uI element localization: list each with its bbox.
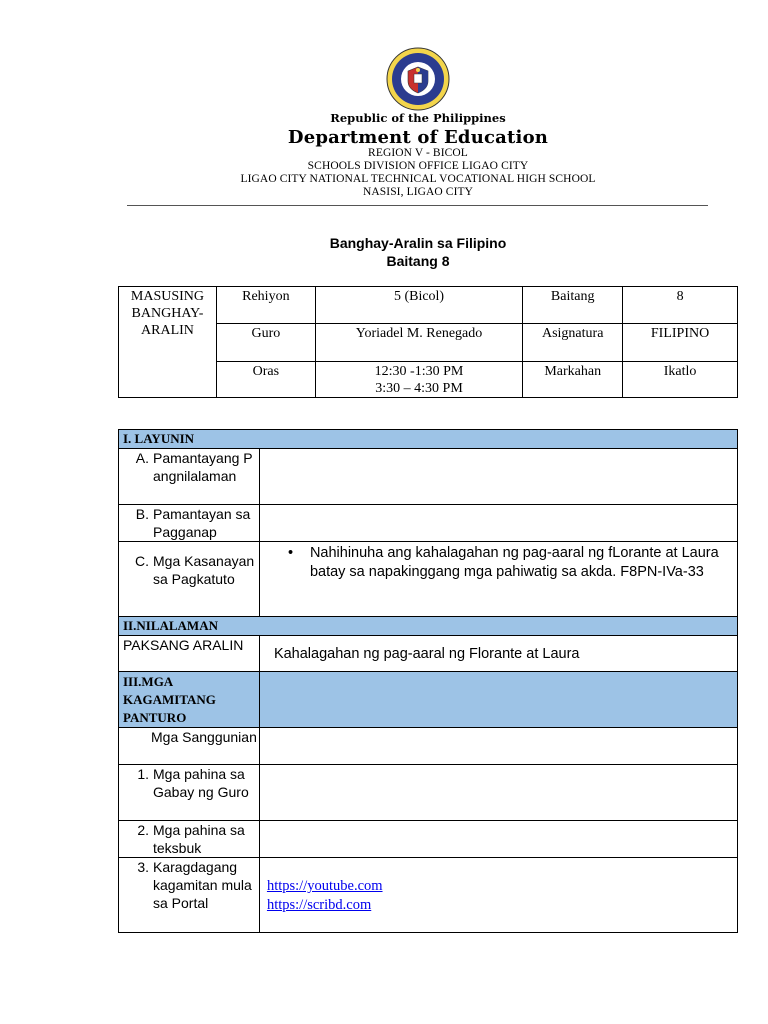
item-number: C.	[135, 553, 149, 569]
department-heading: Department of Education	[287, 127, 549, 148]
learning-competency-text: Nahihinuha ang kahalagahan ng pag-aaral ng fLorante at Laura batay sa napakinggang mga pahiwatig sa akda. F8PN-IVa-33	[309, 545, 719, 580]
time-line-2: 3:30 – 4:30 PM	[375, 381, 463, 396]
info-value: 5 (Bicol)	[315, 287, 523, 324]
info-value-time	[315, 362, 523, 398]
reference-cell-2	[259, 821, 737, 858]
item-label: Mga pahina sa Gabay ng Guro	[153, 766, 249, 800]
section-layunin-header: I. LAYUNIN	[119, 430, 738, 449]
content-cell-b	[259, 505, 737, 542]
row-label-c	[119, 542, 260, 617]
school-line: LIGAO CITY NATIONAL TECHNICAL VOCATIONAL HIGH SCHOOL	[240, 173, 596, 185]
item-label: Mga pahina sa teksbuk	[153, 822, 245, 856]
info-value: Ikatlo	[623, 362, 738, 398]
reference-cell-1	[259, 765, 737, 821]
sanggunian-label	[119, 728, 260, 765]
header-divider	[127, 205, 708, 206]
republic-heading: Republic of the Philippines	[330, 111, 506, 125]
portal-links-cell	[259, 858, 737, 933]
reference-item-2	[119, 821, 260, 858]
item-label: Mga Kasanayan sa Pagkatuto	[153, 553, 255, 587]
sanggunian-text: Mga Sanggunian	[151, 729, 257, 745]
content-cell-a	[259, 449, 737, 505]
content-cell-c	[259, 542, 737, 617]
item-label: Pamantayan sa Pagganap	[153, 506, 251, 540]
time-line-1: 12:30 -1:30 PM	[374, 364, 464, 379]
info-label: Baitang	[523, 287, 623, 324]
region-line: REGION V - BICOL	[368, 147, 468, 159]
document-subtitle: Baitang 8	[386, 253, 450, 269]
item-number: A.	[135, 450, 149, 466]
bullet-icon: •	[287, 545, 294, 561]
info-label: Oras	[216, 362, 315, 398]
lesson-plan-table	[118, 429, 738, 933]
paksang-aralin-label: PAKSANG ARALIN	[119, 636, 260, 672]
plan-label: MASUSING BANGHAY-ARALIN	[130, 289, 205, 338]
item-label: Karagdagang kagamitan mula sa Portal	[153, 859, 252, 911]
info-table	[118, 286, 738, 398]
info-label: Guro	[216, 324, 315, 362]
info-value: Yoriadel M. Renegado	[315, 324, 523, 362]
item-number: 2.	[137, 822, 149, 838]
section-nilalaman-header: II.NILALAMAN	[119, 617, 738, 636]
paksang-aralin-value: Kahalagahan ng pag-aaral ng Florante at Laura	[259, 636, 737, 672]
plan-label-cell	[119, 287, 217, 398]
info-label: Asignatura	[523, 324, 623, 362]
section-kagamitan-header: III.MGA KAGAMITANG PANTURO	[119, 672, 260, 728]
row-label-b	[119, 505, 260, 542]
row-label-a	[119, 449, 260, 505]
address-line: NASISI, LIGAO CITY	[362, 186, 474, 198]
info-value: 8	[623, 287, 738, 324]
sanggunian-cell	[259, 728, 737, 765]
item-number: B.	[135, 506, 149, 522]
section-kagamitan-fill	[259, 672, 737, 728]
division-line: SCHOOLS DIVISION OFFICE LIGAO CITY	[307, 160, 529, 172]
reference-item-3	[119, 858, 260, 933]
item-number: 3.	[137, 859, 149, 875]
info-label: Markahan	[523, 362, 623, 398]
reference-item-1	[119, 765, 260, 821]
document-title: Banghay-Aralin sa Filipino	[329, 235, 507, 251]
info-value: FILIPINO	[623, 324, 738, 362]
scribd-link[interactable]: https://scribd.com	[266, 897, 372, 913]
deped-seal-logo	[386, 47, 450, 111]
item-number: 1.	[137, 766, 149, 782]
item-label: Pamantayang Pangnilalaman	[153, 450, 253, 484]
youtube-link[interactable]: https://youtube.com	[266, 878, 383, 894]
info-label: Rehiyon	[216, 287, 315, 324]
